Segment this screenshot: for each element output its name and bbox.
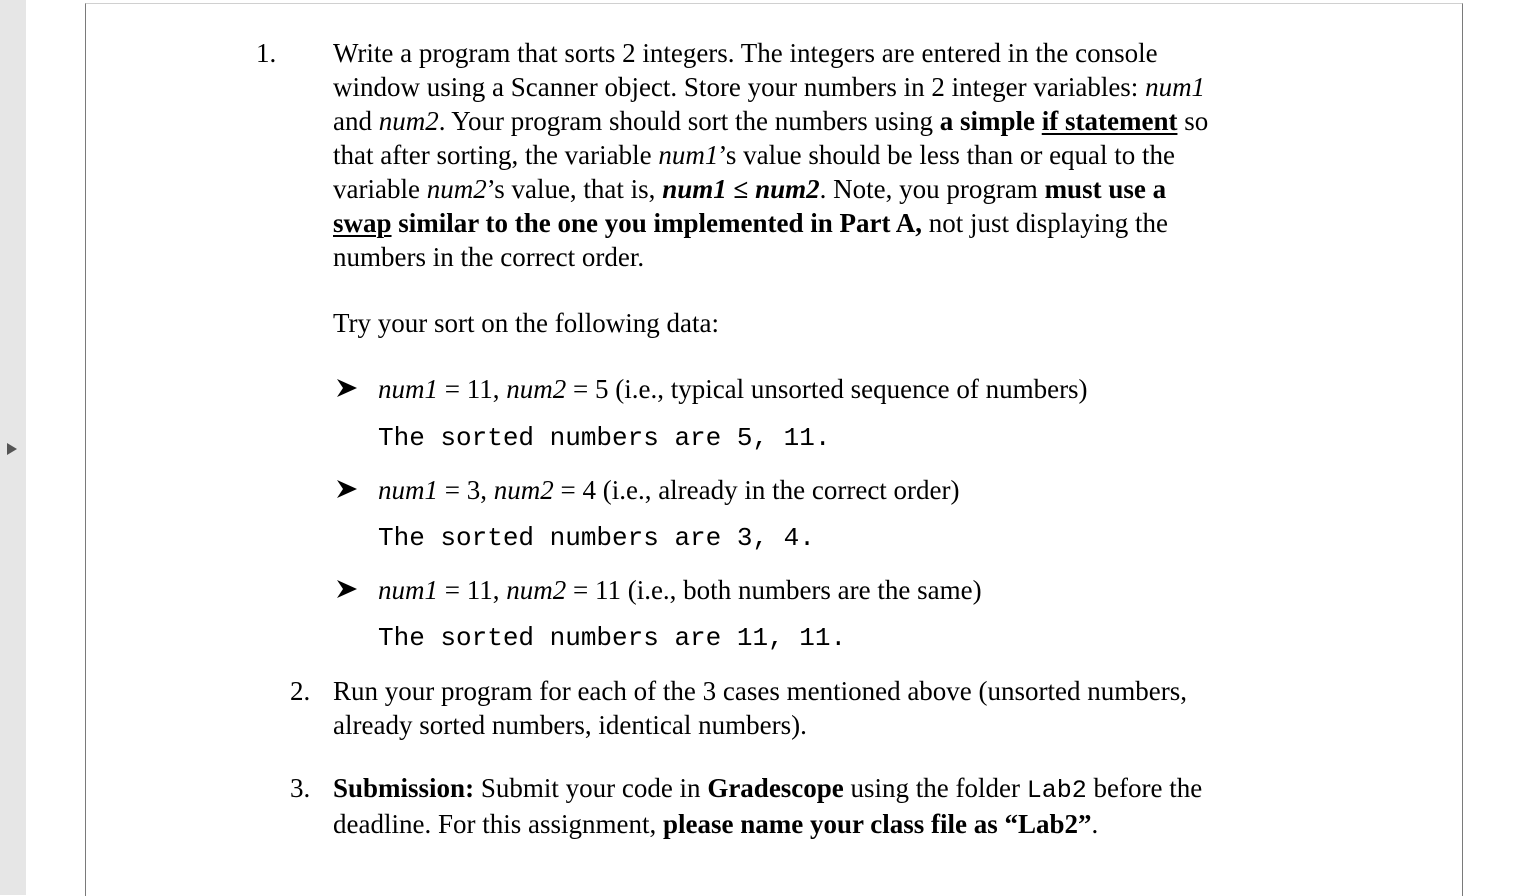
- item-1-line-1: Write a program that sorts 2 integers. The integers are entered in the console: [333, 38, 1158, 68]
- item-1-line-3: and num2. Your program should sort the numbers using a simple if statement so: [333, 106, 1209, 136]
- item-1-line-6: swap similar to the one you implemented in Part A, not just displaying the: [333, 208, 1168, 238]
- left-gutter: [0, 0, 26, 895]
- item-3-line-2: deadline. For this assignment, please name your class file as “Lab2”.: [333, 809, 1099, 839]
- item-1-number: 1.: [256, 38, 277, 68]
- try-instruction: Try your sort on the following data:: [333, 308, 719, 338]
- item-2-line-2: already sorted numbers, identical numbers).: [333, 710, 807, 740]
- case-3-output: The sorted numbers are 11, 11.: [378, 623, 847, 653]
- case-1-description: num1 = 11, num2 = 5 (i.e., typical unsorted sequence of numbers): [378, 374, 1088, 404]
- arrow-bullet-icon: [335, 478, 359, 500]
- item-3-number: 3.: [290, 773, 311, 803]
- item-1-line-5: variable num2’s value, that is, num1 ≤ num2. Note, you program must use a: [333, 174, 1167, 204]
- case-1-output: The sorted numbers are 5, 11.: [378, 423, 831, 453]
- case-2-description: num1 = 3, num2 = 4 (i.e., already in the correct order): [378, 475, 960, 505]
- expand-arrow-icon[interactable]: [7, 443, 17, 455]
- item-2-line-1: Run your program for each of the 3 cases mentioned above (unsorted numbers,: [333, 676, 1187, 706]
- item-3-line-1: Submission: Submit your code in Gradescope using the folder Lab2 before the: [333, 773, 1203, 805]
- item-1-line-4: that after sorting, the variable num1’s value should be less than or equal to the: [333, 140, 1176, 170]
- case-2-output: The sorted numbers are 3, 4.: [378, 523, 815, 553]
- case-3-description: num1 = 11, num2 = 11 (i.e., both numbers are the same): [378, 575, 982, 605]
- arrow-bullet-icon: [335, 377, 359, 399]
- item-2-number: 2.: [290, 676, 311, 706]
- item-1-line-7: numbers in the correct order.: [333, 242, 645, 272]
- arrow-bullet-icon: [335, 578, 359, 600]
- item-1-line-2: window using a Scanner object. Store your numbers in 2 integer variables: num1: [333, 72, 1206, 102]
